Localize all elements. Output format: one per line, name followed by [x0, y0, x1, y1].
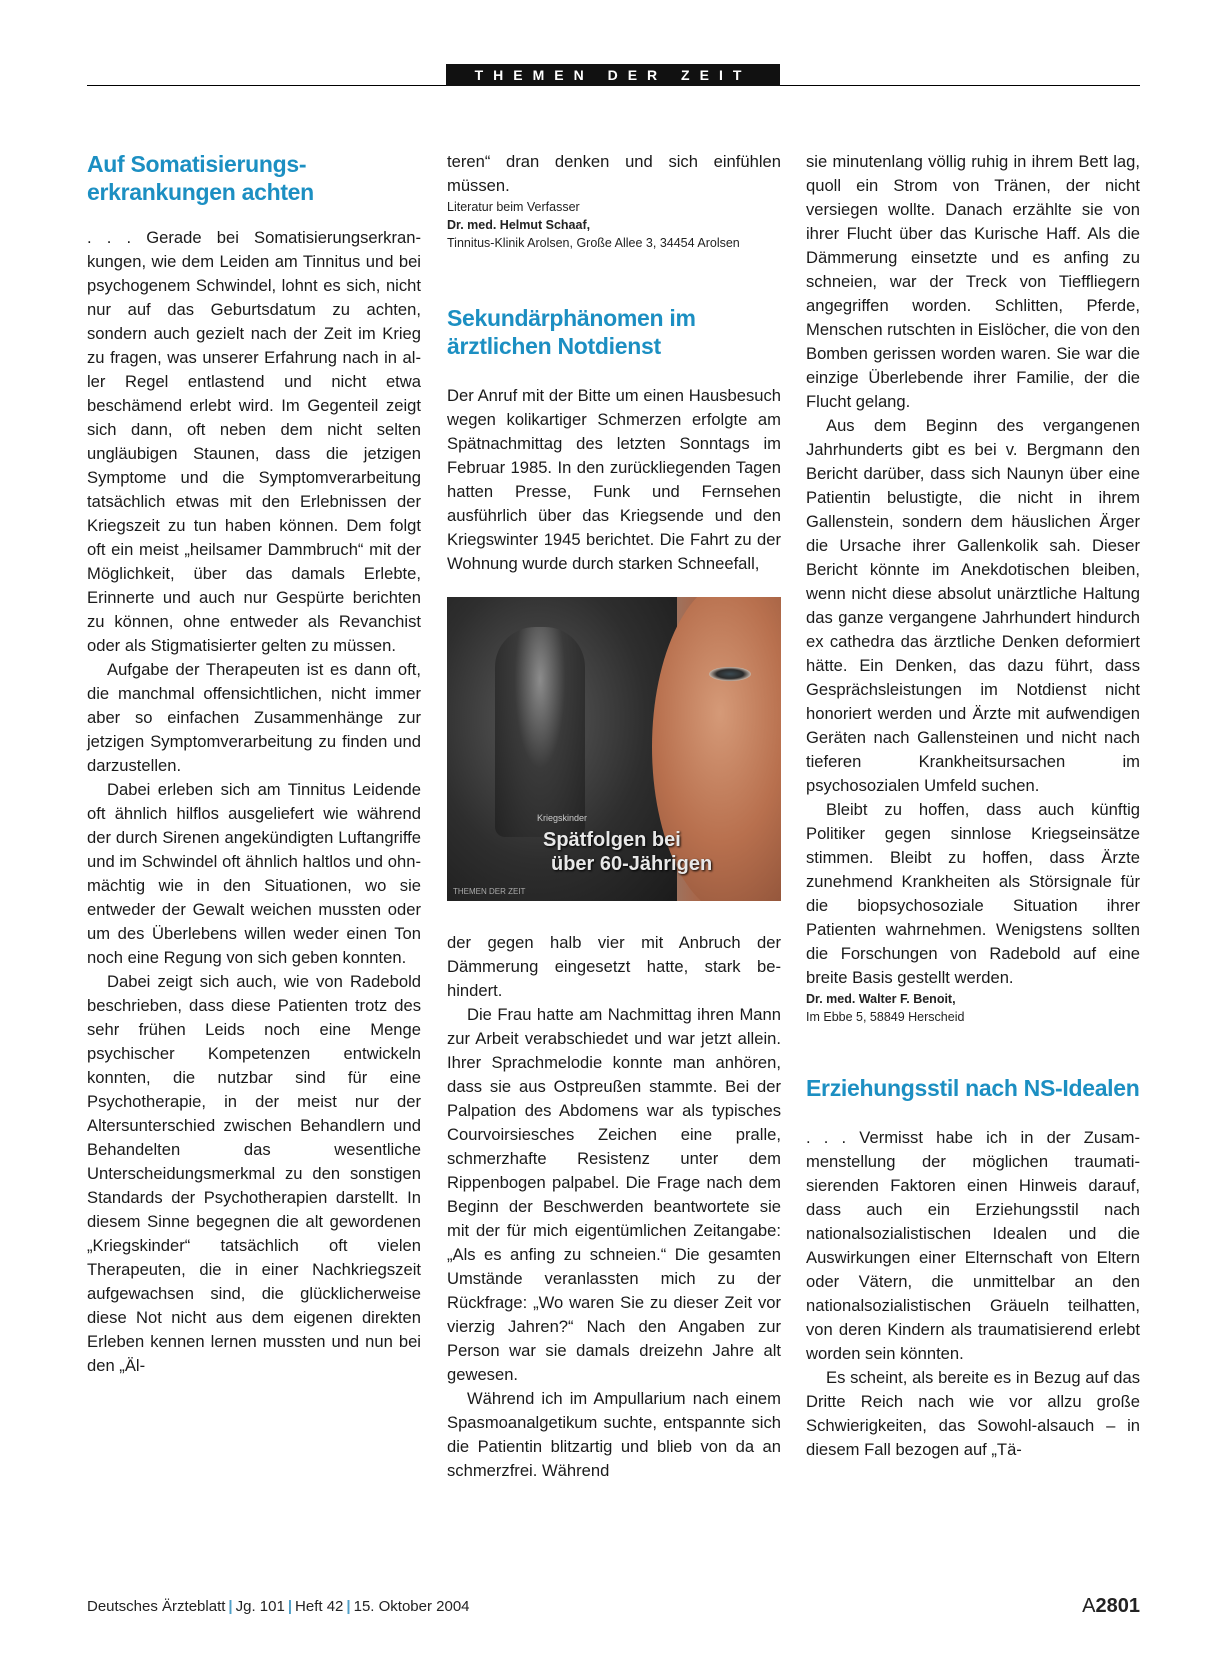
- paragraph: Aus dem Beginn des vergangenen Jahrhunderts gibt es bei v. Bergmann den Bericht darüber, dass sich Naunyn über eine Patientin belustigte, die nicht in ihrem Gallenstein, sondern dem häuslichen Ärger die Ursache ihrer Gallenkolik sah. Dieser Bericht könnte im Anekdotischen bleiben, wenn nicht diese absolut unärztliche Haltung das ganze vergangene Jahrhundert hindurch ex cathedra das ärztliche Denken deformiert hätte. Ein Denken, das dazu führt, dass Gesprächsleistungen im Notdienst nicht honoriert werden und Ärzte mit aufwendigen Geräten nach Gallensteinen und nicht nach tieferen Krankheitsursachen im psychosozialen Umfeld suchen.: [806, 416, 1140, 795]
- photo-caption-line-1: Spätfolgen bei: [543, 829, 681, 851]
- author-address: Im Ebbe 5, 58849 Herscheid: [806, 1010, 965, 1024]
- paragraph: Bleibt zu hoffen, dass auch künftig Politiker gegen sinnlose Kriegseinsätze stimmen. Bleibt zu hoffen, dass Ärzte zunehmend Krankheiten als Störsignale für die biopsychosoziale Situation ihrer Patienten wahrnehmen. Wenigstens sollten die Forschungen von Radebold auf eine breite Basis gestellt werden.: [806, 800, 1140, 987]
- page-footer: [87, 1595, 1140, 1619]
- author-address: Tinnitus-Klinik Arolsen, Große Allee 3, 34454 Arolsen: [447, 236, 740, 250]
- photo-footer-label: THEMEN DER ZEIT: [453, 887, 526, 896]
- paragraph: Der Anruf mit der Bitte um einen Hausbesuch wegen kolikartiger Schmerzen erfolgte am Spätnachmittag des letzten Sonntags im Februar 1985. In den zurückliegenden Tagen hatten Presse, Funk und Fernsehen ausführlich über das Kriegsende und den Kriegswinter 1945 berichtet. Die Fahrt zu der Wohnung wurde durch starken Schneefall,: [447, 386, 781, 573]
- photo-child-figure: [495, 627, 588, 837]
- paragraph: Dabei zeigt sich auch, wie von Radebold beschrieben, dass diese Patienten trotz des sehr frühen Leids noch eine Menge psychischer Kompetenzen entwickeln konnten, die nutzbar sind für eine Psychotherapie, in der meist nur der Altersunterschied zwischen Behandlern und Behandelten das wesentliche Unterscheidungsmerkmal zu den sonstigen Standards der Psychotherapien darstellt. In diesem Sinne begegnen die alt gewordenen „Kriegskinder“ tatsächlich oft vielen Therapeuten, die in einer Nachkriegszeit aufgewachsen sind, die glücklicherweise diese Not nicht aus dem eigenen direkten Erleben kennen lernen mussten und nun bei den „Äl-: [87, 972, 421, 1375]
- column-3: [806, 150, 1140, 1462]
- paragraph: . . . Gerade bei Somatisierungserkrankungen, wie dem Leiden am Tinnitus und bei psychogenem Schwindel, lohnt es sich, nicht nur auf das Geburtsdatum zu achten, sondern auch gezielt nach der Zeit im Krieg zu fragen, was unserer Erfahrung nach in aller Regel entlastend und nicht etwa beschämend erlebt wird. Im Gegenteil zeigt sich dann, oft neben dem nicht selten ungläubigen Staunen, dass die jetzigen Symptome und die Symptomverarbeitung tatsächlich etwas mit den Erlebnissen der Kriegszeit zu tun haben können. Dem folgt oft ein meist „heilsamer Dammbruch“ mit der Möglichkeit, über das damals Erlebte, Erinnerte und auch nur Gespürte berichten zu können, ohne entweder als Revanchist oder als Stigmatisierter gelten zu müssen.: [87, 228, 421, 655]
- literature-note: Literatur beim Verfasser: [447, 200, 580, 214]
- footer-citation: Deutsches Ärzteblatt | Jg. 101 | Heft 42 | 15. Oktober 2004: [87, 1598, 470, 1615]
- article-title-erziehungsstil: Erziehungsstil nach NS-Idealen: [806, 1075, 1140, 1101]
- article-title-sekundaerphaenomen: [447, 304, 781, 360]
- section-header: THEMEN DER ZEIT: [446, 64, 780, 86]
- paragraph: Die Frau hatte am Nachmittag ihren Mann zur Arbeit verabschiedet und war jetzt allein. Ihrer Sprachmelodie konnte man anhören, dass sie aus Ostpreußen stammte. Bei der Palpation des Abdomens war als typisches Courvoirsiesches Zeichen eine pralle, schmerzhafte Resistenz unter dem Rippenbogen palpabel. Die Frage nach dem Beginn der Beschwerden beantwortete sie mit der für mich eigentümlichen Zeitangabe: „Als es anfing zu schneien.“ Die gesamten Umstände veranlassten mich zu der Rückfrage: „Wo waren Sie zu dieser Zeit vor vierzig Jahren?“ Nach den Angaben zur Person war sie damals dreizehn Jahre alt gewesen.: [447, 1005, 781, 1384]
- article-photo: [447, 597, 781, 901]
- photo-eye: [709, 667, 751, 681]
- column-1: [87, 150, 421, 1378]
- paragraph: sie minutenlang völlig ruhig in ihrem Bett lag, quoll ein Strom von Tränen, der nicht versiegen wollte. Danach erzählte sie von ihrer Flucht über das Kurische Haff. Als die Dämmerung einsetzte und es anfing zu schneien, war der Treck von Tieffliegern angegriffen worden. Schlitten, Pferde, Menschen rutschten in Eislöcher, die von den Bomben gerissen worden waren. Sie war die einzige Überlebende ihrer Familie, der die Flucht gelang.: [806, 152, 1140, 411]
- journal-name: Deutsches Ärzteblatt: [87, 1598, 226, 1615]
- photo-small-label: Kriegskinder: [537, 813, 588, 823]
- column-2: [447, 150, 781, 1483]
- author-name: Dr. med. Helmut Schaaf,: [447, 218, 591, 232]
- paragraph: . . . Vermisst habe ich in der Zusammenstellung der möglichen traumatisierenden Faktoren einen Hinweis darauf, dass auch ein Erziehungsstil nach nationalsozialistischen Idealen und die Auswirkungen einer Elternschaft von Eltern oder Vätern, die unmittelbar an den nationalsozialistischen Gräueln teilhatten, von deren Kindern als traumatisierend erlebt worden sein könnten.: [806, 1128, 1140, 1363]
- title-line-1: Auf Somatisierungs-: [87, 151, 307, 177]
- photo-caption-line-2: über 60-Jährigen: [551, 853, 713, 875]
- author-name: Dr. med. Walter F. Benoit,: [806, 992, 956, 1006]
- page-number: [1082, 1595, 1140, 1618]
- paragraph: Während ich im Ampullarium nach einem Spasmoanalgetikum suchte, entspannte sich die Patientin blitzartig und blieb von da an schmerzfrei. Während: [447, 1389, 781, 1480]
- page-number-value: 2801: [1095, 1595, 1140, 1617]
- paragraph: der gegen halb vier mit Anbruch der Dämmerung eingesetzt hatte, stark behindert.: [447, 933, 781, 1000]
- paragraph: Dabei erleben sich am Tinnitus Leidende oft ähnlich hilflos ausgeliefert wie während der durch Sirenen angekündigten Luftangriffe und im Schwindel oft ähnlich haltlos und ohnmächtig wie in den Situationen, wo sie entweder der Gewalt weichen mussten oder um des Überlebens willen weder einen Ton noch eine Regung von sich geben konnten.: [87, 780, 421, 967]
- journal-volume: Jg. 101: [235, 1598, 285, 1615]
- journal-date: 15. Oktober 2004: [353, 1598, 470, 1615]
- title-line-1: Sekundärphänomen im: [447, 305, 696, 331]
- paragraph: Aufgabe der Therapeuten ist es dann oft, die manchmal offensichtlichen, nicht immer aber so einfachen Zusammenhänge zur jetzigen Symptomverarbeitung zu finden und darzustellen.: [87, 660, 421, 775]
- page-prefix: A: [1082, 1595, 1096, 1617]
- article-title-somatisierung: [87, 150, 421, 206]
- journal-issue: Heft 42: [295, 1598, 344, 1615]
- title-line-2: ärztlichen Notdienst: [447, 333, 661, 359]
- paragraph: teren“ dran denken und sich einfühlen müssen.: [447, 152, 781, 195]
- paragraph: Es scheint, als bereite es in Bezug auf das Dritte Reich nach wie vor allzu große Schwierigkeiten, das Sowohl-alsauch – in diesem Fall bezogen auf „Tä-: [806, 1368, 1140, 1459]
- title-line-2: erkrankungen achten: [87, 179, 314, 205]
